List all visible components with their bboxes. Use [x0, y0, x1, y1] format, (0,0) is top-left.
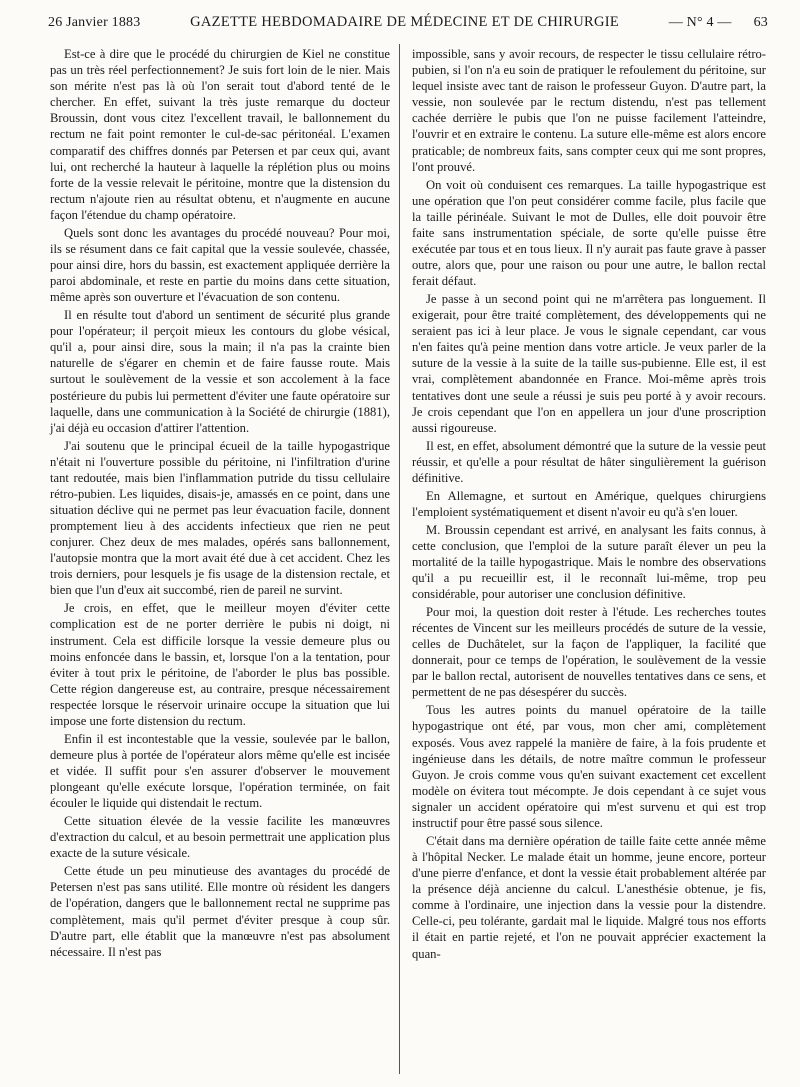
paragraph: M. Broussin cependant est arrivé, en analysant les faits connus, à cette conclusion, que l'emploi de la suture paraît élever un peu la mortalité de la taille hypogastrique. Mais le nombre des observations qu'il a pu recueillir est, il le reconnaît lui-même, trop peu considérable, pour autoriser une conclusion définitive. [412, 522, 766, 602]
paragraph: Cette situation élevée de la vessie facilite les manœuvres d'extraction du calcul, et au besoin permettrait une application plus exacte de la suture vésicale. [50, 814, 390, 861]
column-divider [399, 44, 400, 1074]
paragraph: Il en résulte tout d'abord un sentiment de sécurité plus grande pour l'opérateur; il perçoit mieux les contours du globe vésical, qu'il a, pour ainsi dire, sous la main; il n'a pas la crainte bien naturelle de s'égarer en chemin et de faire fausse route. Mais surtout le soulèvement de la vessie et son accolement à la face postérieure du pubis lui permettent d'éviter une faute opératoire sur laquelle, dans une communication à la Société de chirurgie (1881), j'ai déjà eu occasion d'attirer l'attention. [50, 308, 390, 435]
paragraph: En Allemagne, et surtout en Amérique, quelques chirurgiens l'emploient systématiquement et disent n'avoir eu qu'à s'en louer. [412, 488, 766, 519]
paragraph: Je passe à un second point qui ne m'arrêtera pas longuement. Il exigerait, pour être traité complètement, des développements qui ne seraient pas ici à leur place. Je vous le signale cependant, car vous n'en faites qu'à peine mention dans votre article. Je veux parler de la suture de la vessie à la suite de la taille sus-pubienne. Elle est, il est vrai, complètement abandonnée en France. Moi-même après trois tentatives dont une seule a réussi je suis peu porté à y avoir recours. Je crois cependant que l'on en appellera un jour d'une proscription aussi rigoureuse. [412, 292, 766, 435]
paragraph: Pour moi, la question doit rester à l'étude. Les recherches toutes récentes de Vincent sur les meilleurs procédés de suture de la vessie, celles de Duchâtelet, sur la façon de l'appliquer, la facilité que donnerait, pour ce temps de l'opération, le soulèvement de la vessie par le ballon rectal, autorisent de nouvelles tentatives dans ce sens, et permettent de ne pas désespérer du succès. [412, 604, 766, 700]
paragraph: Je crois, en effet, que le meilleur moyen d'éviter cette complication est de ne porter derrière le pubis ni doigt, ni instrument. Cela est difficile lorsque la vessie demeure plus ou moins enfoncée dans le bassin, et, lorsque l'on a la tentation, pour éviter à tout prix le péritoine, de l'aborder le plus bas possible. Cette région dangereuse est, au contraire, presque nécessairement respectée lorsque le réservoir urinaire occupe la situation que lui impose une forte distension du rectum. [50, 601, 390, 729]
running-header [48, 14, 768, 36]
paragraph: C'était dans ma dernière opération de taille faite cette année même à l'hôpital Necker. Le malade était un homme, jeune encore, porteur d'une pierre d'enfance, et dont la vessie était probablement altérée par la présence déjà ancienne du calcul. L'anesthésie obtenue, je fis, comme à l'ordinaire, une injection dans la vessie pour la distendre. Celle-ci, peu tolérante, gardait mal le liquide. Malgré tous nos efforts il était en partie rejeté, et l'on ne pouvait apprécier exactement la quan- [412, 833, 766, 961]
paragraph: Quels sont donc les avantages du procédé nouveau? Pour moi, ils se résument dans ce fait capital que la vessie soulevée, chassée, pour ainsi dire, hors du bassin, est exactement appliquée derrière la paroi abdominale, et reste en partie du moins dans cette situation, même après son ouverture et l'évacuation de son contenu. [50, 225, 390, 305]
paragraph: Il est, en effet, absolument démontré que la suture de la vessie peut réussir, et qu'elle a pour résultat de hâter singulièrement la guérison définitive. [412, 438, 766, 485]
right-column [412, 46, 766, 963]
left-column [50, 46, 390, 962]
issue-date: 26 Janvier 1883 [48, 15, 141, 30]
paragraph: Est-ce à dire que le procédé du chirurgien de Kiel ne constitue pas un très réel perfectionnement? Je suis fort loin de le nier. Mais son mérite n'est pas là où l'on serait tout d'abord tenté de le chercher. En effet, suivant la très juste remarque du docteur Broussin, dont vous citez l'excellent travail, le ballonnement du rectum ne fait point remonter le cul-de-sac péritonéal. L'examen comparatif des chiffres donnés par Petersen et par ceux qui, avant lui, ont recherché la hauteur à laquelle la réplétion plus ou moins forte de la vessie relevait le péritoine, montre que la distension du rectum n'ajoute rien au résultat obtenu, et n'augmente en aucune façon l'étendue du champ opératoire. [50, 47, 390, 222]
issue-number: — N° 4 — [668, 15, 732, 30]
page-number: 63 [753, 15, 768, 30]
paragraph: impossible, sans y avoir recours, de respecter le tissu cellulaire rétro-pubien, si l'on n'a eu soin de pratiquer le refoulement du péritoine, sur lequel insiste avec tant de raison le professeur Guyon. D'autre part, la vessie, non soulevée par le rectum distendu, n'est pas tellement cachée derrière le pubis que l'on ne puisse facilement l'atteindre, l'ouvrir et en extraire le contenu. La suture elle-même est alors encore praticable; de nombreux faits, sans compter ceux qui me sont propres, l'ont prouvé. [412, 47, 766, 174]
paragraph: On voit où conduisent ces remarques. La taille hypogastrique est une opération que l'on peut considérer comme facile, plus facile que la taille périnéale. Suivant le mot de Dulles, elle doit pouvoir être faite sans instrumentation spéciale, de sorte qu'elle puisse être exécutée par tous et en tous lieux. Il n'y aurait pas faute grave à passer outre, alors que, pour une raison ou pour une autre, le ballon rectal ferait défaut. [412, 177, 766, 289]
journal-title: GAZETTE HEBDOMADAIRE DE MÉDECINE ET DE CHIRURGIE [190, 14, 620, 30]
paragraph: J'ai soutenu que le principal écueil de la taille hypogastrique n'était ni l'ouverture possible du péritoine, ni l'infiltration d'urine tant redoutée, mais bien l'inflammation putride du tissu cellulaire rétro-pubien. Les liquides, disais-je, amassés en ce point, dans une situation déclive qui ne permet pas leur évacuation facile, donnent promptement lieu à des accidents infectieux que rien ne peut conjurer. Chez deux de mes malades, opérés sans ballonnement, l'autopsie montra que la mort avait été due à cet accident. Chez les trois derniers, pour lesquels je fis usage de la distension rectale, et bien que l'un d'eux ait succombé, rien de pareil ne survint. [50, 438, 390, 598]
issue-and-page [669, 15, 768, 31]
paragraph: Tous les autres points du manuel opératoire de la taille hypogastrique ont été, par vous, mon cher ami, complètement exposés. Vous avez rappelé la manière de faire, à la fois prudente et ingénieuse dans les détails, de notre maître commun le professeur Guyon. Je crois comme vous qu'en suivant exactement cet excellent modèle on évitera tout mécompte. Je dois cependant à ce sujet vous signaler un accident opératoire qui m'est survenu et qui est trop instructif pour être passé sous silence. [412, 703, 766, 830]
paragraph: Enfin il est incontestable que la vessie, soulevée par le ballon, demeure plus à portée de l'opérateur alors même qu'elle est incisée et vidée. Il suffit pour s'en assurer d'observer le mouvement plongeant qu'elle exécute lorsque, l'opération terminée, on fait écouler le liquide qui distendait le rectum. [50, 731, 390, 811]
paragraph: Cette étude un peu minutieuse des avantages du procédé de Petersen n'est pas sans utilité. Elle montre où résident les dangers de l'opération, dangers que le ballonnement rectal ne supprime pas complètement, mais qu'il permet d'éviter presque à coup sûr. D'autre part, elle établit que la manœuvre n'est pas absolument nécessaire. Il n'est pas [50, 864, 390, 959]
